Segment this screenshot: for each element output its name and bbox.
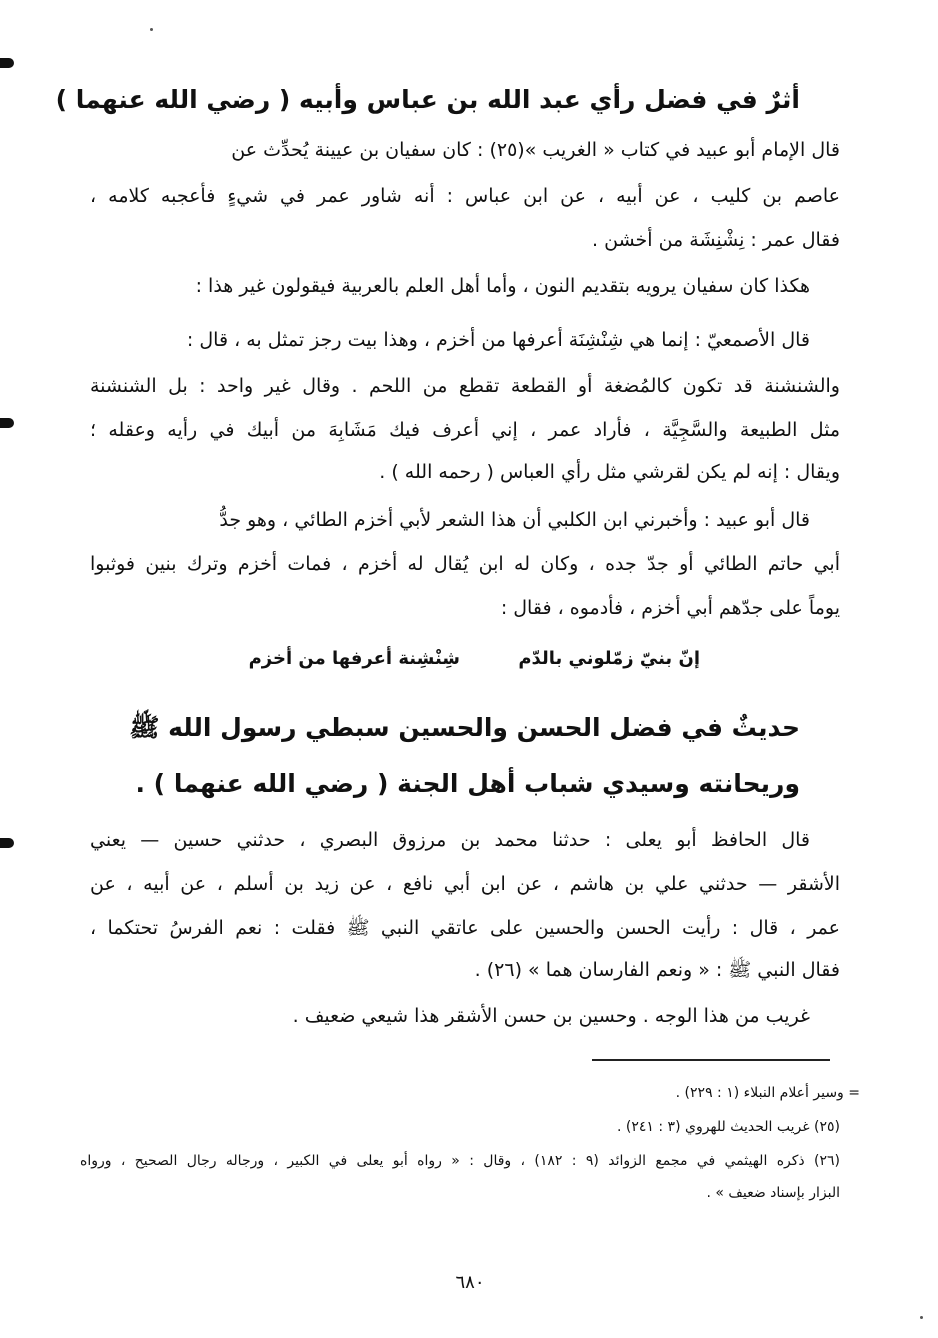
text-line: عاصم بن كليب ، عن أبيه ، عن ابن عباس : أنه شاور عمر في شيءٍ فأعجبه كلامه ، — [90, 185, 840, 207]
text-line: مثل الطبيعة والسَّجِيَّة ، فأراد عمر ، إني أعرف فيك مَشَابِهَ من أبيك في رأيه وعقله ؛ — [90, 419, 840, 441]
section-title-ibn-abbas: أثرٌ في فضل رأي عبد الله بن عباس وأبيه ( رضي الله عنهما ) — [55, 85, 800, 114]
text-line: غريب من هذا الوجه . وحسين بن حسن الأشقر هذا شيعي ضعيف . — [292, 1005, 810, 1027]
text-line: عمر ، قال : رأيت الحسن والحسين على عاتقي النبي ﷺ فقلت : نعم الفرسُ تحتكما ، — [90, 917, 840, 939]
text-line: فقال النبي ﷺ : « ونعم الفارسان هما » (٢٦) . — [474, 959, 840, 981]
text-line: قال الإمام أبو عبيد في كتاب « الغريب »(٢٥) : كان سفيان بن عيينة يُحدِّث عن — [231, 139, 840, 161]
text-line: قال الأصمعيّ : إنما هي شِنْشِنَة أعرفها من أخزم ، وهذا بيت رجز تمثل به ، قال : — [186, 329, 810, 351]
text-line: يوماً على جدّهم أبي أخزم ، فأدموه ، فقال : — [500, 597, 840, 619]
footnote-25: (٢٥) غريب الحديث للهروي (٣ : ٢٤١) . — [616, 1119, 840, 1135]
verse-first-hemistich: إنّ بنيّ زمّلوني بالدّم — [518, 648, 700, 669]
text-line: فقال عمر : نِشْنِشَة من أخشن . — [592, 229, 840, 251]
footnote-26: (٢٦) ذكره الهيثمي في مجمع الزوائد (٩ : ١٨٢) ، وقال : « رواه أبو يعلى في الكبير ، ورجاله رجال الصحيح ، ورواه — [80, 1153, 840, 1169]
text-line: هكذا كان سفيان يرويه بتقديم النون ، وأما أهل العلم بالعربية فيقولون غير هذا : — [195, 275, 810, 297]
text-line: قال الحافظ أبو يعلى : حدثنا محمد بن مرزوق البصري ، حدثني حسين — يعني — [90, 829, 810, 851]
section-title-hasan-husayn-line1: حديثٌ في فضل الحسن والحسين سبطي رسول الله ﷺ — [129, 713, 800, 742]
section-title-hasan-husayn-line2: وريحانته وسيدي شباب أهل الجنة ( رضي الله عنهما ) . — [135, 769, 800, 798]
scan-speck — [150, 28, 153, 31]
scan-speck — [920, 1316, 923, 1319]
scan-edge-mark — [0, 838, 14, 848]
verse-second-hemistich: شِنْشِنة أعرفها من أخزم — [248, 648, 460, 669]
scan-edge-mark — [0, 58, 14, 68]
scan-edge-mark — [0, 418, 14, 428]
text-line: قال أبو عبيد : وأخبرني ابن الكلبي أن هذا الشعر لأبي أخزم الطائي ، وهو جدُّ — [219, 509, 810, 531]
text-line: أبي حاتم الطائي أو جدّ جده ، وكان له ابن يُقال له أخزم ، فمات أخزم وترك بنين فوثبوا — [90, 553, 840, 575]
page-number: ٦٨٠ — [455, 1272, 485, 1293]
footnote-26-continued: البزار بإسناد ضعيف » . — [706, 1185, 840, 1201]
footnote-separator — [592, 1059, 830, 1061]
text-line: والشنشنة قد تكون كالمُضغة أو القطعة تقطع من اللحم . وقال غير واحد : بل الشنشنة — [90, 375, 840, 397]
text-line: الأشقر — حدثني علي بن هاشم ، عن ابن أبي نافع ، عن زيد بن أسلم ، عن أبيه ، عن — [90, 873, 840, 895]
footnote-continued: = وسير أعلام النبلاء (١ : ٢٢٩) . — [675, 1085, 860, 1101]
text-line: ويقال : إنه لم يكن لقرشي مثل رأي العباس ( رحمه الله ) . — [379, 461, 840, 483]
